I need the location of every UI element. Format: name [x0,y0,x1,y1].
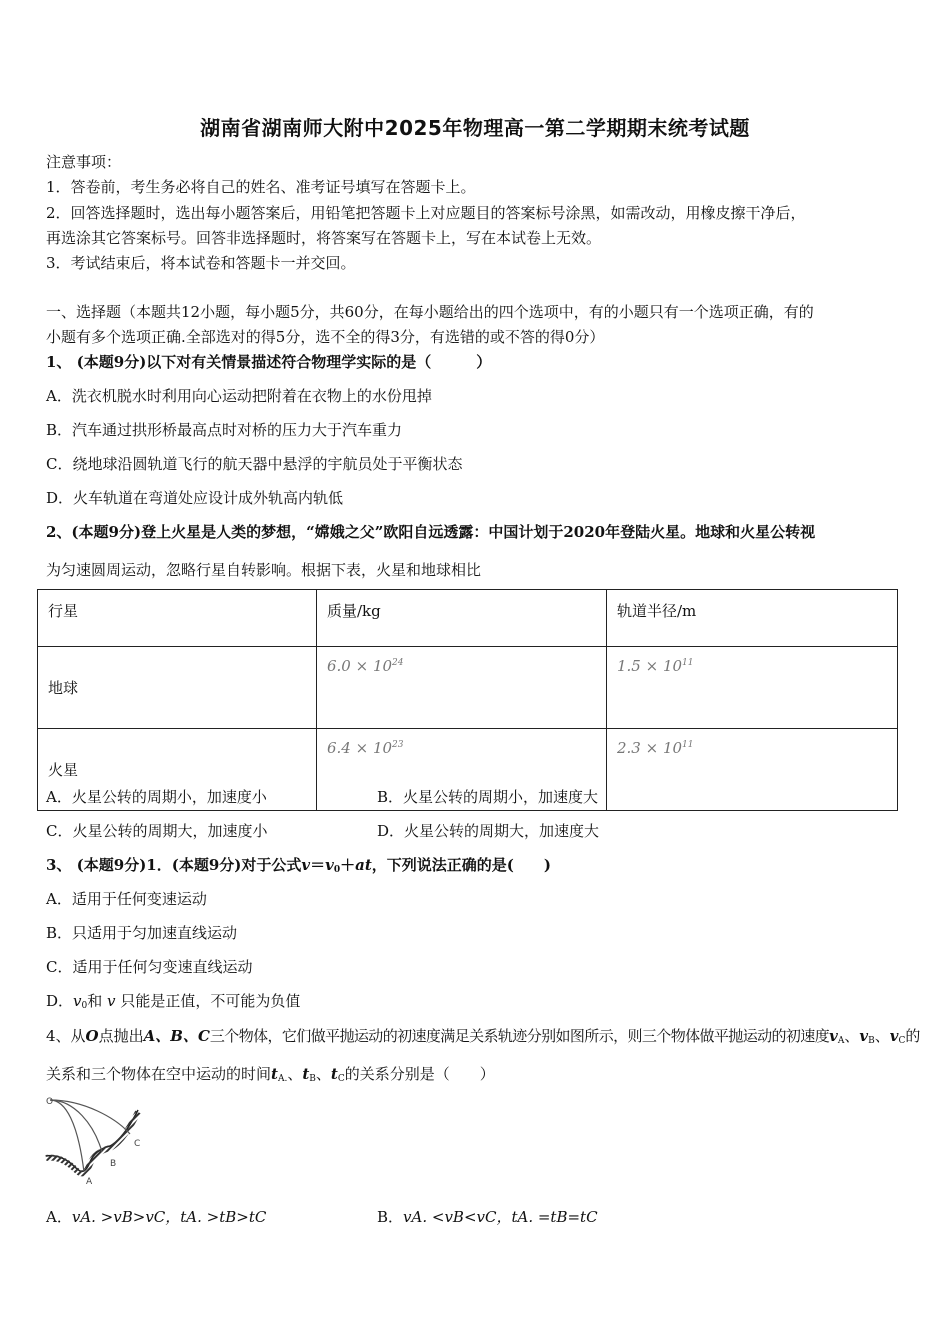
q4-text: 关系和三个物体在空中运动的时间 [46,1065,272,1083]
q4-point-o: O [85,1027,99,1045]
q3-option-d [46,991,300,1016]
notice-item-2: 2．回答选择题时，选出每小题答案后，用铅笔把答题卡上对应题目的答案标号涂黑，如需改动，用橡皮擦干净后， [46,204,806,222]
q4-sep: 、 [287,1065,303,1083]
formula-eq: ＝ [310,856,326,874]
table-header-row [38,590,898,647]
radius-value [607,729,898,811]
q4-va: v [829,1027,838,1045]
q4-vb: v [859,1027,869,1045]
q4-sub: C [337,1074,345,1084]
q2-option-d: D．火星公转的周期大，加速度大 [377,822,600,840]
q2-stem-line1: 2、(本题9分)登上火星是人类的梦想，“嫦娥之父”欧阳自远透露：中国计划于2020年登陆火星。地球和火星公转视 [46,523,816,541]
q4-ta: t [271,1065,278,1083]
q2-option-b: B．火星公转的周期小，加速度大 [377,788,599,806]
q4-b-text: vA. <vB<vC，tA. =tB=tC [403,1208,598,1226]
q3-d-text: 只能是正值，不可能为负值 [120,992,301,1010]
q3-stem [46,855,551,880]
q4-text: 点抛出 [98,1027,144,1045]
table-header-cell: 质量/kg [317,590,607,647]
q3-d-v0: v [73,992,82,1010]
radius-exponent: 11 [682,658,694,668]
q1-stem: 1、 (本题9分)以下对有关情景描述符合物理学实际的是（ ） [46,353,492,371]
q2-stem-line2: 为匀速圆周运动，忽略行星自转影响。根据下表，火星和地球相比 [46,561,482,579]
formula-v0: v [325,856,334,874]
notice-item-3: 3．考试结束后，将本试卷和答题卡一并交回。 [46,254,356,272]
formula-sub0: 0 [333,865,341,875]
section-heading-line1: 一、选择题（本题共12小题，每小题5分，共60分，在每小题给出的四个选项中，有的小题只有一个选项正确，有的 [46,303,814,321]
mass-base: 6.4 × 10 [327,739,393,757]
q1-option-a: A．洗衣机脱水时利用向心运动把附着在衣物上的水份甩掉 [46,387,432,405]
q4-b-label: B． [377,1208,404,1226]
q4-tb: t [302,1065,310,1083]
formula-at: at [355,856,372,874]
q4-option-a [46,1207,266,1227]
q2-option-c: C．火星公转的周期大，加速度小 [46,822,268,840]
planet-name: 地球 [38,647,317,729]
planet-table [37,589,898,811]
notice-item-1: 1．答卷前，考生务必将自己的姓名、准考证号填写在答题卡上。 [46,178,476,196]
q3-d-label: D． [46,992,74,1010]
q4-text: 的关系分别是（ ） [344,1065,495,1083]
q3-option-a: A．适用于任何变速运动 [46,890,207,908]
q4-option-b [377,1207,598,1227]
radius-base: 2.3 × 10 [617,739,683,757]
mass-value [317,647,607,729]
q2-option-a: A．火星公转的周期小，加速度小 [46,788,267,806]
ground-hatch [46,1112,141,1173]
q4-sub: B [309,1074,316,1084]
label-b: B [110,1159,117,1169]
q4-sub: A [837,1036,845,1046]
q4-sep: 、 [315,1065,331,1083]
q4-sep: 、 [844,1027,860,1045]
notice-item-2-cont: 再选涂其它答案标号。回答非选择题时，将答案写在答题卡上，写在本试卷上无效。 [46,229,602,247]
section-heading-line2: 小题有多个选项正确.全部选对的得5分，选不全的得3分，有选错的或不答的得0分） [46,328,605,346]
projectile-figure [44,1094,148,1186]
q4-objects: A、B、C [143,1027,210,1045]
radius-value [607,647,898,729]
q4-sub: A. [277,1074,288,1084]
q3-d-sub0: 0 [81,1001,88,1011]
label-c: C [134,1139,141,1149]
q3-stem-text: 3、 (本题9分)1．(本题9分)对于公式 [46,856,302,874]
mass-base: 6.0 × 10 [327,657,393,675]
q3-d-v: v [107,992,116,1010]
q4-text: 的 [905,1027,921,1045]
trajectory-b [50,1100,102,1152]
q4-a-text: vA. >vB>vC，tA. >tB>tC [71,1208,267,1226]
q4-a-label: A． [46,1208,72,1226]
q3-d-mid: 和 [87,992,103,1010]
q1-option-c: C．绕地球沿圆轨道飞行的航天器中悬浮的宇航员处于平衡状态 [46,455,463,473]
label-o: O [46,1097,54,1107]
radius-base: 1.5 × 10 [617,657,683,675]
q4-sep: 、 [874,1027,890,1045]
q4-sub: C [898,1036,906,1046]
table-header-cell: 轨道半径/m [607,590,898,647]
q4-tc: t [330,1065,338,1083]
q4-text: 4、从 [46,1027,86,1045]
q4-vc: v [889,1027,899,1045]
formula-plus: ＋ [340,856,356,874]
q1-option-d: D．火车轨道在弯道处应设计成外轨高内轨低 [46,489,344,507]
q4-text: 三个物体，它们做平抛运动的初速度满足关系轨迹分别如图所示，则三个物体做平抛运动的初速度 [209,1027,830,1045]
table-row [38,647,898,729]
mass-exponent: 24 [392,658,404,668]
planet-name: 火星 [38,729,317,811]
label-a: A [86,1177,93,1186]
mass-exponent: 23 [392,740,404,750]
q4-sub: B [868,1036,875,1046]
table-header-cell: 行星 [38,590,317,647]
radius-exponent: 11 [682,740,694,750]
q4-stem-line1 [46,1026,920,1051]
q3-option-b: B．只适用于匀加速直线运动 [46,924,238,942]
q4-stem-line2 [46,1064,495,1089]
formula-v: v [301,856,311,874]
q3-stem-tail: ，下列说法正确的是( ) [371,856,551,874]
q3-option-c: C．适用于任何匀变速直线运动 [46,958,253,976]
q1-option-b: B．汽车通过拱形桥最高点时对桥的压力大于汽车重力 [46,421,403,439]
notice-heading: 注意事项： [46,153,122,171]
page-title: 湖南省湖南师大附中2025年物理高一第二学期期末统考试题 [200,116,750,140]
